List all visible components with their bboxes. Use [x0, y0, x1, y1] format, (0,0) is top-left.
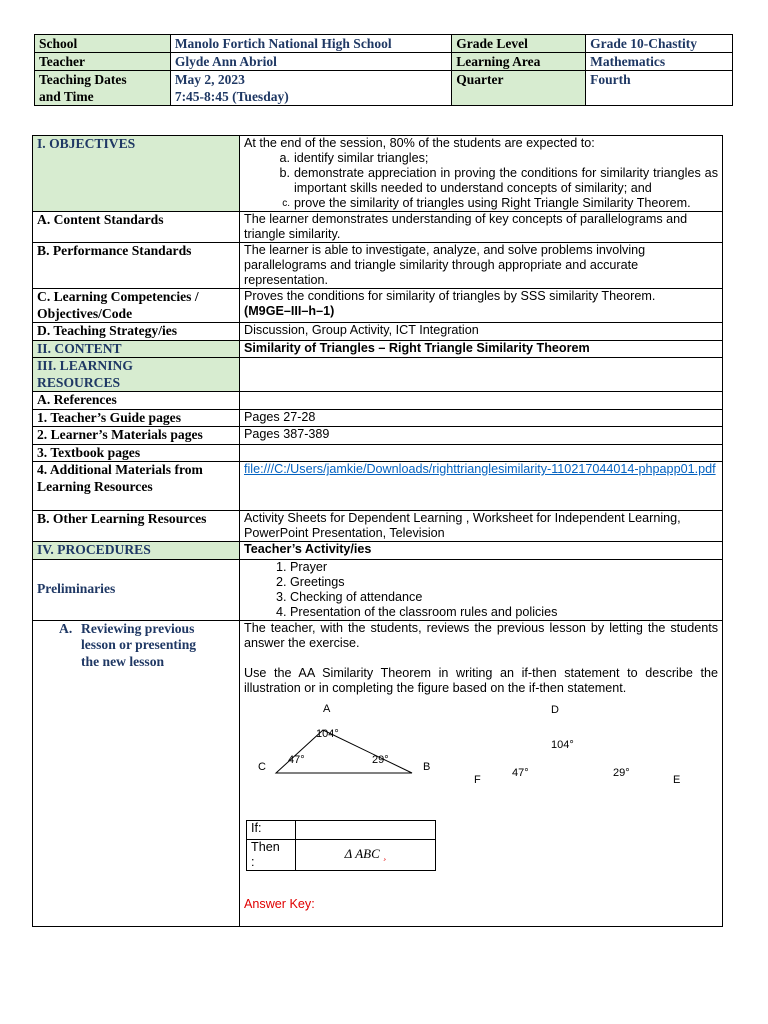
then-label — [247, 839, 296, 870]
content-standards-label: A. Content Standards — [33, 212, 240, 243]
if-answer[interactable] — [296, 820, 436, 839]
angle-a-label: 104° — [316, 727, 339, 740]
preliminary-item: 1. Prayer — [290, 560, 718, 575]
quarter-label: Quarter — [452, 71, 586, 106]
dates-label-line2: and Time — [39, 89, 94, 104]
dates-value — [170, 71, 451, 106]
school-label: School — [35, 35, 171, 53]
competency-code: (M9GE–III–h–1) — [244, 304, 335, 318]
content-standards-text: The learner demonstrates understanding of key concepts of parallelograms and triangle similarity. — [240, 212, 723, 243]
if-then-table — [246, 820, 436, 871]
textbook-label: 3. Textbook pages — [33, 444, 240, 462]
vertex-d-label: D — [551, 703, 559, 716]
objectives-intro: At the end of the session, 80% of the students are expected to: — [244, 136, 595, 150]
objective-item — [279, 166, 718, 196]
other-resources-label: B. Other Learning Resources — [33, 511, 240, 542]
resources-empty — [240, 358, 723, 392]
review-cell — [240, 620, 723, 926]
vertex-f-label: F — [474, 773, 481, 786]
additional-materials-link[interactable]: file:///C:/Users/jamkie/Downloads/righttrianglesimilarity-110217044014-phpapp01.pdf — [244, 462, 716, 476]
angle-f-label: 47° — [512, 766, 529, 779]
competencies-label-line2: Objectives/Code — [37, 305, 133, 321]
competencies-label-line1: C. Learning Competencies / — [37, 289, 199, 304]
review-label — [33, 620, 240, 926]
teachers-guide-value: Pages 27-28 — [240, 409, 723, 427]
angle-b-label: 29° — [372, 753, 389, 766]
preliminaries-cell — [240, 559, 723, 620]
learning-area-value: Mathematics — [586, 53, 733, 71]
review-text-1: The teacher, with the students, reviews the previous lesson by letting the students answer the exercise. — [244, 620, 718, 650]
then-label-line2: : — [251, 854, 255, 869]
procedures-label: IV. PROCEDURES — [33, 542, 240, 560]
content-text: Similarity of Triangles – Right Triangle Similarity Theorem — [240, 340, 723, 358]
preliminary-item: 3. Checking of attendance — [290, 590, 718, 605]
teachers-guide-label: 1. Teacher’s Guide pages — [33, 409, 240, 427]
learners-materials-label: 2. Learner’s Materials pages — [33, 427, 240, 445]
content-label: II. CONTENT — [33, 340, 240, 358]
triangle-figure — [244, 702, 718, 816]
competencies-cell — [240, 289, 723, 323]
objective-text: identify similar triangles; — [294, 151, 429, 165]
quarter-value: Fourth — [586, 71, 733, 106]
objective-item — [282, 196, 718, 211]
references-empty — [240, 392, 723, 410]
then-value: Δ ABC — [344, 846, 380, 861]
answer-key-label: Answer Key: — [244, 896, 315, 911]
other-resources-value: Activity Sheets for Dependent Learning , Worksheet for Independent Learning, PowerPoint Presentation, Television — [240, 511, 723, 542]
then-answer[interactable] — [296, 839, 436, 870]
additional-label-line1: 4. Additional Materials from — [37, 462, 203, 477]
resources-label-line1: III. LEARNING — [37, 358, 133, 373]
grade-value: Grade 10-Chastity — [586, 35, 733, 53]
objectives-row — [33, 136, 723, 212]
additional-materials-cell — [240, 462, 723, 511]
objective-text: demonstrate appreciation in proving the conditions for similarity triangles as important skills needed to understand concepts of similarity; and — [294, 166, 718, 195]
review-label-line1: Reviewing previous — [81, 620, 195, 636]
preliminary-item: 4. Presentation of the classroom rules and policies — [290, 605, 718, 620]
textbook-value — [240, 444, 723, 462]
strategy-text: Discussion, Group Activity, ICT Integration — [240, 323, 723, 341]
then-mark: ¸ — [383, 850, 387, 861]
dates-label-line1: Teaching Dates — [39, 72, 127, 87]
resources-label — [33, 358, 240, 392]
vertex-b-label: B — [423, 760, 431, 773]
triangle-abc-svg — [244, 702, 504, 782]
vertex-c-label: C — [258, 760, 266, 773]
review-label-wrap — [37, 621, 235, 671]
performance-standards-text: The learner is able to investigate, analyze, and solve problems involving parallelograms and triangle similarity through appropriate and accurate representation. — [240, 243, 723, 289]
preliminaries-list — [244, 560, 718, 620]
objective-item — [279, 151, 718, 166]
review-label-line3: the new lesson — [81, 653, 165, 669]
date-value: May 2, 2023 — [174, 72, 245, 87]
review-text-2: Use the AA Similarity Theorem in writing an if-then statement to describe the illustration or in completing the figure based on the if-then statement. — [244, 665, 718, 695]
competencies-text: Proves the conditions for similarity of triangles by SSS similarity Theorem. — [244, 289, 656, 303]
grade-label: Grade Level — [452, 35, 586, 53]
objective-marker: a. — [279, 151, 290, 165]
if-label: If: — [247, 820, 296, 839]
teacher-label: Teacher — [35, 53, 171, 71]
vertex-e-label: E — [673, 773, 681, 786]
references-label: A. References — [33, 392, 240, 410]
vertex-a-label: A — [323, 702, 331, 715]
competencies-label — [33, 289, 240, 323]
then-label-line1: Then — [251, 839, 280, 854]
objective-text: prove the similarity of triangles using Right Triangle Similarity Theorem. — [294, 196, 691, 210]
angle-d-label: 104° — [551, 738, 574, 751]
learning-area-label: Learning Area — [452, 53, 586, 71]
strategy-label: D. Teaching Strategy/ies — [33, 323, 240, 341]
objectives-label: I. OBJECTIVES — [33, 136, 240, 212]
review-label-line2: lesson or presenting — [81, 637, 197, 652]
angle-e-label: 29° — [613, 766, 630, 779]
procedures-column-header: Teacher’s Activity/ies — [240, 542, 723, 560]
additional-materials-label — [33, 462, 240, 511]
dates-label — [35, 71, 171, 106]
additional-label-line2: Learning Resources — [37, 478, 153, 494]
objectives-list — [244, 151, 718, 211]
learners-materials-value: Pages 387-389 — [240, 427, 723, 445]
objective-marker: b. — [279, 166, 290, 180]
school-value: Manolo Fortich National High School — [170, 35, 451, 53]
review-marker: A. — [59, 620, 73, 636]
objectives-cell — [240, 136, 723, 212]
preliminaries-label: Preliminaries — [33, 559, 240, 620]
time-value: 7:45-8:45 (Tuesday) — [174, 89, 289, 104]
review-label-text — [81, 621, 196, 671]
preliminary-item: 2. Greetings — [290, 575, 718, 590]
lesson-plan-table — [32, 135, 723, 927]
resources-label-line2: RESOURCES — [37, 374, 121, 390]
performance-standards-label: B. Performance Standards — [33, 243, 240, 289]
header-table — [34, 34, 733, 106]
angle-c-label: 47° — [288, 753, 305, 766]
objective-marker: c. — [282, 198, 290, 209]
teacher-value: Glyde Ann Abriol — [170, 53, 451, 71]
